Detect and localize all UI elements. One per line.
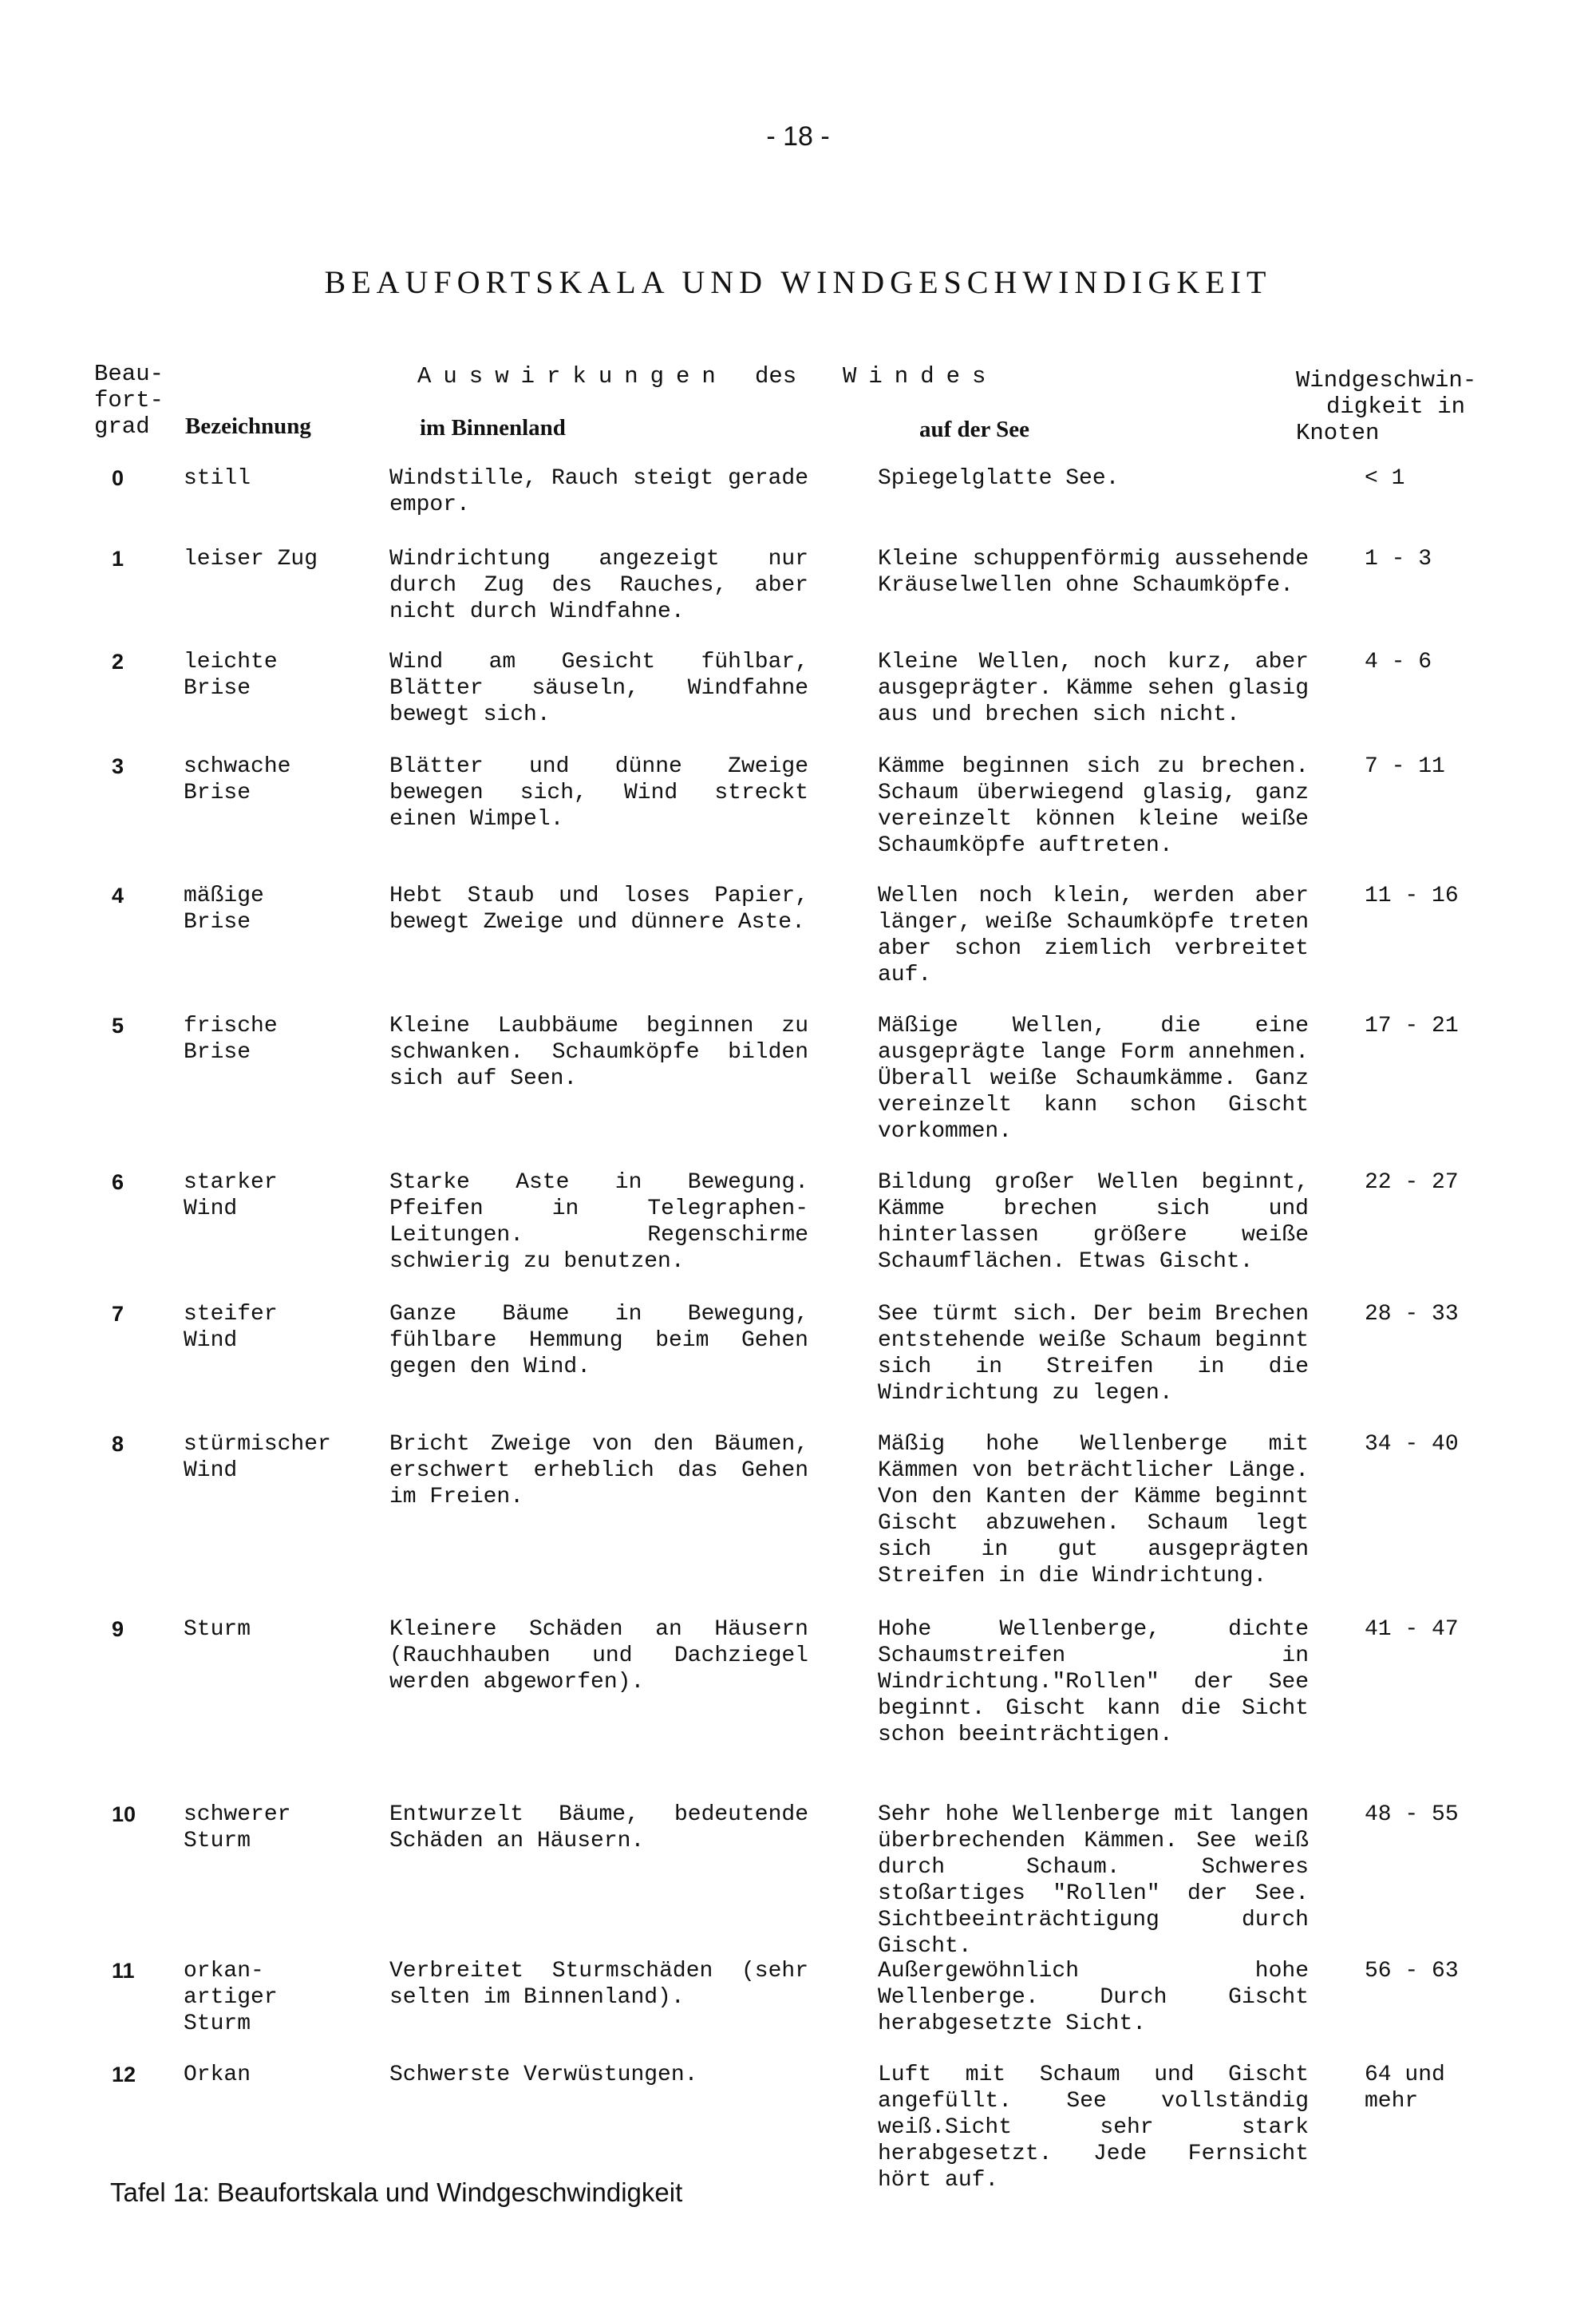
row-sea-effect: See türmt sich. Der beim Brechen entstehende weiße Schaum beginnt sich in Streifen in die Windrichtung zu legen. [878,1302,1309,1406]
table-caption: Tafel 1a: Beaufortskala und Windgeschwindigkeit [110,2177,683,2207]
row-wind-speed: 22 - 27 [1365,1170,1459,1195]
header-speed-line1: Windgeschwin- [1296,367,1477,394]
row-grad: 3 [112,754,124,778]
header-inland: im Binnenland [420,415,566,441]
row-name: still [184,466,251,491]
header-effects-part2: des [755,363,797,390]
row-wind-speed: 17 - 21 [1365,1014,1459,1038]
row-sea-effect: Mäßig hohe Wellenberge mit Kämmen von beträchtlicher Länge. Von den Kanten der Kämme beginnt Gischt abzuwehen. Schaum legt sich in gut ausgeprägten Streifen in die Windrichtung. [878,1432,1309,1588]
header-grad-line2: fort- [94,387,164,413]
row-wind-speed: 34 - 40 [1365,1432,1459,1457]
row-wind-speed: 48 - 55 [1365,1802,1459,1827]
row-wind-speed: 4 - 6 [1365,650,1432,674]
header-effects-part1: Auswirkungen [417,363,728,390]
row-inland-effect: Blätter und dünne Zweige bewegen sich, Wind streckt einen Wimpel. [389,754,808,832]
row-sea-effect: Kämme beginnen sich zu brechen. Schaum überwiegend glasig, ganz vereinzelt können kleine weiße Schaumköpfe auftreten. [878,754,1309,858]
row-wind-speed: 1 - 3 [1365,547,1432,572]
row-grad: 2 [112,650,124,674]
page-number: - 18 - [766,121,830,152]
row-sea-effect: Spiegelglatte See. [878,466,1120,491]
row-inland-effect: Kleinere Schäden an Häusern (Rauchhauben und Dachziegel werden abgeworfen). [389,1617,808,1695]
header-speed-line3: Knoten [1296,420,1380,446]
row-name: Sturm [184,1617,251,1642]
row-sea-effect: Hohe Wellenberge, dichte Schaumstreifen in Windrichtung."Rollen" der See beginnt. Gischt kann die Sicht schon beeinträchtigen. [878,1617,1309,1747]
row-inland-effect: Starke Aste in Bewegung. Pfeifen in Telegraphen-Leitungen. Regenschirme schwierig zu benutzen. [389,1170,808,1274]
row-inland-effect: Verbreitet Sturmschäden (sehr selten im Binnenland). [389,1959,808,2010]
row-name: steifer Wind [184,1302,278,1353]
row-inland-effect: Schwerste Verwüstungen. [389,2063,698,2087]
row-name: schwerer Sturm [184,1802,291,1853]
row-name: orkan- artiger Sturm [184,1959,278,2036]
row-name: schwache Brise [184,754,291,805]
row-sea-effect: Kleine schuppenförmig aussehende Kräuselwellen ohne Schaumköpfe. [878,547,1309,598]
row-sea-effect: Kleine Wellen, noch kurz, aber ausgeprägter. Kämme sehen glasig aus und brechen sich nicht. [878,650,1309,727]
header-grad-line1: Beau- [94,361,164,387]
row-wind-speed: < 1 [1365,466,1405,491]
row-grad: 7 [112,1302,124,1326]
row-inland-effect: Ganze Bäume in Bewegung, fühlbare Hemmung beim Gehen gegen den Wind. [389,1302,808,1379]
row-grad: 11 [112,1959,135,1983]
header-effects-part3: Windes [843,363,998,390]
header-name: Bezeichnung [185,413,311,439]
row-inland-effect: Windstille, Rauch steigt gerade empor. [389,466,808,517]
row-wind-speed: 28 - 33 [1365,1302,1459,1327]
row-name: Orkan [184,2063,251,2087]
row-grad: 8 [112,1432,124,1456]
header-sea: auf der See [919,417,1030,442]
row-sea-effect: Luft mit Schaum und Gischt angefüllt. See vollständig weiß.Sicht sehr stark herabgesetzt. Jede Fernsicht hört auf. [878,2063,1309,2193]
row-grad: 6 [112,1170,124,1194]
row-name: leichte Brise [184,650,278,701]
row-inland-effect: Kleine Laubbäume beginnen zu schwanken. Schaumköpfe bilden sich auf Seen. [389,1014,808,1091]
row-name: leiser Zug [184,547,318,572]
row-grad: 10 [112,1802,136,1826]
row-inland-effect: Hebt Staub und loses Papier, bewegt Zweige und dünnere Aste. [389,884,808,935]
page-title: BEAUFORTSKALA UND WINDGESCHWINDIGKEIT [324,264,1272,300]
row-grad: 12 [112,2063,136,2086]
row-wind-speed: 41 - 47 [1365,1617,1459,1642]
row-sea-effect: Bildung großer Wellen beginnt, Kämme brechen sich und hinterlassen größere weiße Schaumflächen. Etwas Gischt. [878,1170,1309,1274]
row-inland-effect: Windrichtung angezeigt nur durch Zug des Rauches, aber nicht durch Windfahne. [389,547,808,624]
row-wind-speed: 11 - 16 [1365,884,1459,908]
row-wind-speed: 7 - 11 [1365,754,1445,779]
row-sea-effect: Außergewöhnlich hohe Wellenberge. Durch Gischt herabgesetzte Sicht. [878,1959,1309,2036]
row-name: frische Brise [184,1014,278,1065]
row-wind-speed: 64 und mehr [1365,2063,1445,2114]
row-name: starker Wind [184,1170,278,1221]
row-name: stürmischer Wind [184,1432,331,1483]
row-grad: 4 [112,884,124,908]
header-grad-line3: grad [94,413,150,440]
row-inland-effect: Bricht Zweige von den Bäumen, erschwert erheblich das Gehen im Freien. [389,1432,808,1509]
row-inland-effect: Wind am Gesicht fühlbar, Blätter säuseln, Windfahne bewegt sich. [389,650,808,727]
row-grad: 9 [112,1617,124,1641]
row-name: mäßige Brise [184,884,264,935]
row-sea-effect: Wellen noch klein, werden aber länger, weiße Schaumköpfe treten aber schon ziemlich verbreitet auf. [878,884,1309,987]
row-grad: 1 [112,547,124,571]
row-grad: 5 [112,1014,124,1038]
row-wind-speed: 56 - 63 [1365,1959,1459,1984]
row-inland-effect: Entwurzelt Bäume, bedeutende Schäden an Häusern. [389,1802,808,1853]
row-sea-effect: Mäßige Wellen, die eine ausgeprägte lange Form annehmen. Überall weiße Schaumkämme. Ganz vereinzelt kann schon Gischt vorkommen. [878,1014,1309,1144]
header-speed-line2: digkeit in [1326,394,1466,420]
row-grad: 0 [112,466,124,490]
row-sea-effect: Sehr hohe Wellenberge mit langen überbrechenden Kämmen. See weiß durch Schaum. Schweres stoßartiges "Rollen" der See. Sichtbeeinträchtigung durch Gischt. [878,1802,1309,1959]
